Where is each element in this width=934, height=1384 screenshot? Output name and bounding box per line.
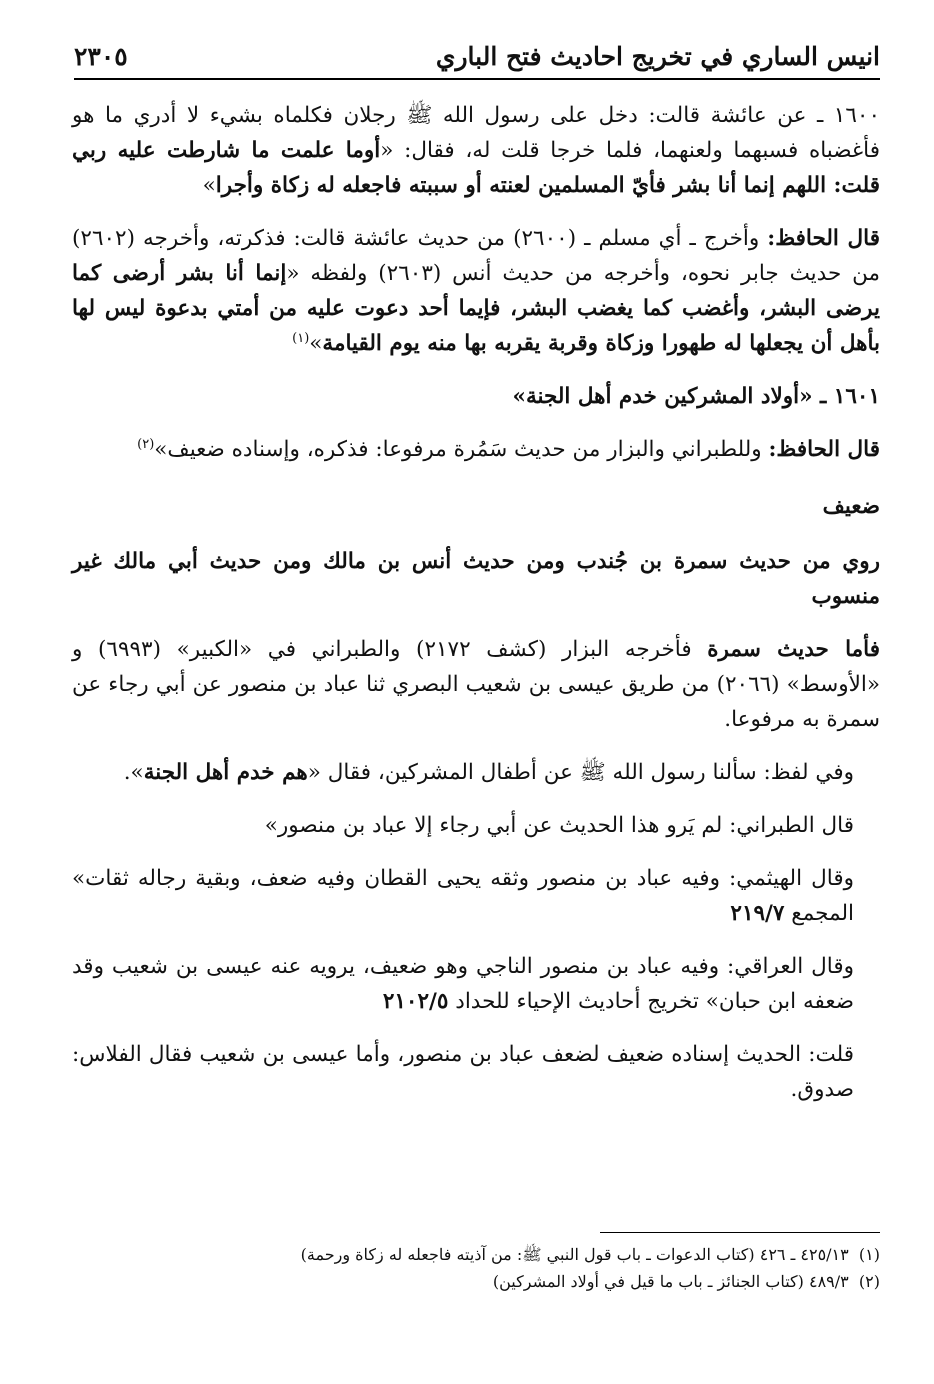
running-header: [74, 38, 880, 80]
comment-text: وقال الهيثمي: وفيه عباد بن منصور وثقه يحيى القطان وفيه ضعف، وبقية رجاله ثقات» المجمع: [72, 866, 854, 926]
iraqi-comment: [72, 949, 880, 1019]
footnotes: [72, 1232, 880, 1295]
footnote-divider: [600, 1232, 880, 1233]
footnote-text: ٤٨٩/٣ (كتاب الجنائز ـ باب ما قيل في أولاد المشركين): [492, 1272, 849, 1291]
quote-close: ».: [123, 760, 144, 785]
main-content: [72, 98, 880, 1107]
quote-close: »: [309, 331, 323, 356]
book-title: انيس الساري في تخريج احاديث فتح الباري: [435, 42, 880, 71]
variant-wording: [72, 755, 880, 790]
hadith-1600: [72, 98, 880, 203]
footnote-2: [72, 1268, 880, 1295]
hadith-matn: «أولاد المشركين خدم أهل الجنة»: [512, 384, 820, 409]
hafiz-commentary-2: [72, 432, 880, 467]
variant-text: وفي لفظ: سألنا رسول الله ﷺ عن أطفال المشركين، فقال «: [307, 760, 854, 785]
samura-hadith-takhrij: [72, 632, 880, 737]
grade-heading: ضعيف: [822, 494, 880, 519]
haythami-comment: [72, 861, 880, 931]
hafiz-label: قال الحافظ:: [768, 437, 880, 462]
takhrij-text: فأخرجه البزار (كشف ٢١٧٢) والطبراني في «الكبير» (٦٩٩٣) و «الأوسط» (٢٠٦٦) من طريق عيسى بن شعيب البصري ثنا عباد بن منصور عن أبي رجاء عن سمرة به مرفوعا.: [72, 637, 880, 732]
hadith-text: عن عائشة قالت: دخل على رسول الله ﷺ رجلان فكلماه بشيء لا أدري ما هو فأغضباه فسبهما ولعنهما، فلما خرجا قلت له، فقال: «: [72, 103, 880, 163]
page-number: ٢٣٠٥: [74, 42, 128, 71]
narration-summary: روي من حديث سمرة بن جُندب ومن حديث أنس بن مالك ومن حديث أبي مالك غير منسوب: [72, 549, 880, 609]
hadith-1601: [72, 379, 880, 414]
hadith-number: ١٦٠٠ ـ: [816, 103, 880, 128]
reference-number: ٢١٩/٧: [730, 901, 785, 926]
author-conclusion: قلت: الحديث إسناده ضعيف لضعف عباد بن منصور، وأما عيسى بن شعيب فقال الفلاس: صدوق.: [72, 1042, 854, 1102]
hadith-matn: إنما أنا بشر أرضى كما يرضى البشر، وأغضب كما يغضب البشر، فإيما أحد دعوت عليه من أمتي بدعوة ليس لها بأهل أن يجعلها له طهورا وزكاة وقربة يقربه بها منه يوم القيامة: [72, 261, 880, 356]
footnote-number: (١): [858, 1245, 880, 1264]
comment-text: وقال العراقي: وفيه عباد بن منصور الناجي وهو ضعيف، يرويه عنه عيسى بن شعيب وقد ضعفه ابن حبان» تخريج أحاديث الإحياء للحداد: [72, 954, 854, 1014]
hadith-number: ١٦٠١ ـ: [820, 384, 880, 409]
commentary-text: وللطبراني والبزار من حديث سَمُرة مرفوعا: فذكره، وإسناده ضعيف»: [154, 437, 769, 462]
hadith-matn: هم خدم أهل الجنة: [143, 760, 308, 785]
footnote-ref-1[interactable]: (١): [292, 330, 310, 346]
section-label: فأما حديث سمرة: [707, 637, 880, 662]
header-divider: [74, 78, 880, 80]
footnote-number: (٢): [858, 1272, 880, 1291]
commentary-text: وأخرج ـ أي مسلم ـ (٢٦٠٠) من حديث عائشة قالت: فذكرته، وأخرجه (٢٦٠٢) من حديث جابر نحوه، وأخرجه من حديث أنس (٢٦٠٣) ولفظه «: [72, 226, 881, 286]
hafiz-commentary-1: [72, 221, 880, 361]
tabarani-comment: قال الطبراني: لم يَرو هذا الحديث عن أبي رجاء إلا عباد بن منصور»: [264, 813, 854, 838]
reference-number: ٢١٠٢/٥: [382, 989, 449, 1014]
footnote-ref-2[interactable]: (٢): [137, 436, 155, 452]
hadith-matn: أوما علمت ما شارطت عليه ربي قلت: اللهم إنما أنا بشر فأيّ المسلمين لعنته أو سببته فاجعله له زكاة وأجرا: [72, 138, 880, 198]
hafiz-label: قال الحافظ:: [767, 226, 880, 251]
footnote-1: [72, 1241, 880, 1268]
quote-close: »: [202, 173, 216, 198]
footnote-text: ٤٢٥/١٣ ـ ٤٢٦ (كتاب الدعوات ـ باب قول النبي ﷺ: من آذيته فاجعله له زكاة ورحمة): [300, 1245, 849, 1264]
